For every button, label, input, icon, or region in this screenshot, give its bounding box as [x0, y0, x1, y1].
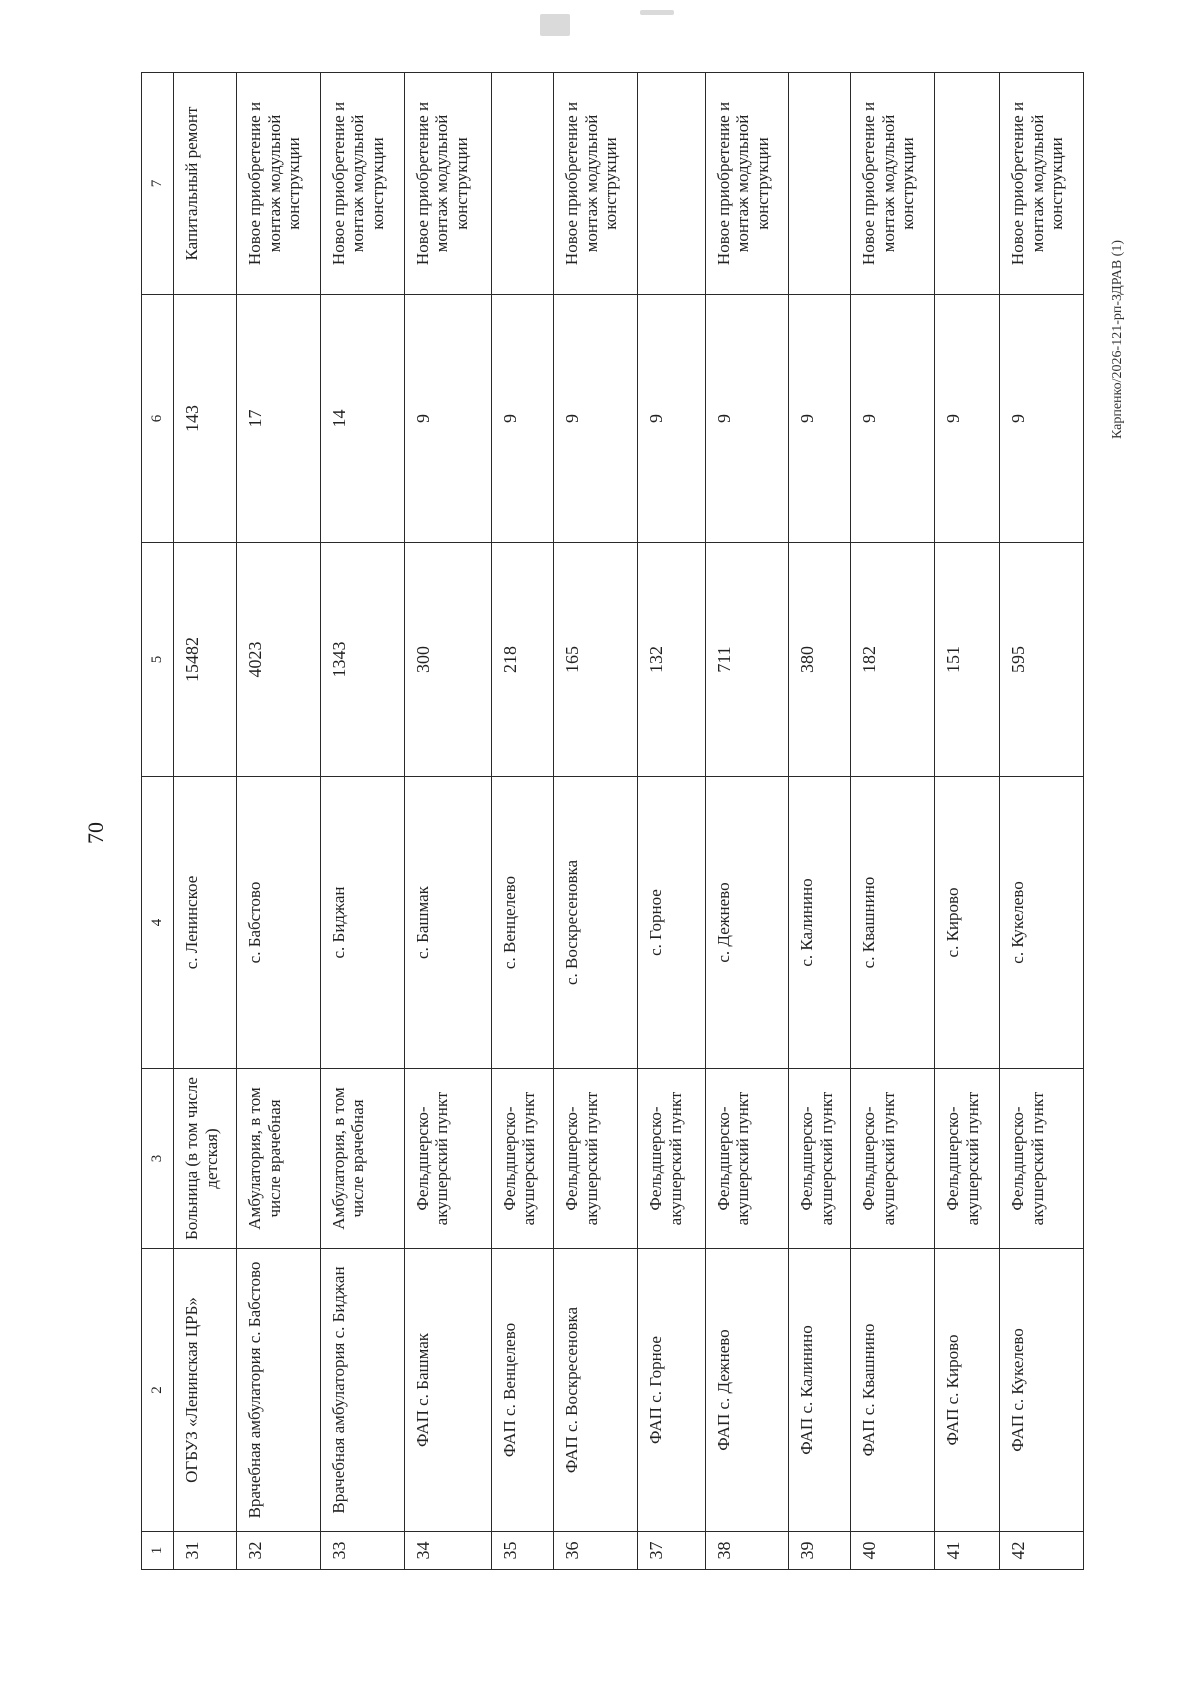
header-cell: 3 — [142, 1069, 174, 1249]
area-cell: 9 — [789, 295, 851, 543]
row-number-cell: 42 — [1000, 1532, 1084, 1570]
facility-type-cell: Амбулатория, в том числе врачебная — [320, 1069, 404, 1249]
area-cell: 9 — [553, 295, 637, 543]
work-type-cell: Новое приобретение и монтаж модульной конструкции — [320, 73, 404, 295]
row-number-cell: 40 — [851, 1532, 935, 1570]
facilities-table — [141, 72, 1084, 1570]
work-type-cell — [789, 73, 851, 295]
area-cell: 9 — [705, 295, 789, 543]
header-cell: 5 — [142, 543, 174, 777]
table-row — [553, 73, 637, 1570]
population-cell: 218 — [491, 543, 553, 777]
facility-name-cell: ФАП с. Калинино — [789, 1249, 851, 1532]
facilities-table-rotated — [141, 73, 1084, 1570]
row-number-cell: 38 — [705, 1532, 789, 1570]
facility-type-cell: Амбулатория, в том числе врачебная — [237, 1069, 321, 1249]
area-cell: 9 — [491, 295, 553, 543]
area-cell: 143 — [174, 295, 237, 543]
table-row — [320, 73, 404, 1570]
document-code: Карпенко/2026-121-рп-ЗДРАВ (1) — [1110, 240, 1125, 440]
settlement-cell: с. Кукелево — [1000, 777, 1084, 1069]
settlement-cell: с. Ленинское — [174, 777, 237, 1069]
work-type-cell: Капитальный ремонт — [174, 73, 237, 295]
table-row — [789, 73, 851, 1570]
table-row — [1000, 73, 1084, 1570]
scan-artifact — [640, 10, 674, 15]
area-cell: 14 — [320, 295, 404, 543]
facility-name-cell: ФАП с. Квашнино — [851, 1249, 935, 1532]
table-row — [934, 73, 999, 1570]
facility-type-cell: Фельдшерско-акушерский пункт — [491, 1069, 553, 1249]
header-cell: 4 — [142, 777, 174, 1069]
settlement-cell: с. Кирово — [934, 777, 999, 1069]
header-cell: 6 — [142, 295, 174, 543]
work-type-cell — [934, 73, 999, 295]
header-cell: 7 — [142, 73, 174, 295]
header-cell: 1 — [142, 1532, 174, 1570]
row-number-cell: 37 — [638, 1532, 705, 1570]
population-cell: 132 — [638, 543, 705, 777]
population-cell: 165 — [553, 543, 637, 777]
population-cell: 4023 — [237, 543, 321, 777]
work-type-cell: Новое приобретение и монтаж модульной конструкции — [404, 73, 491, 295]
table-row — [705, 73, 789, 1570]
row-number-cell: 35 — [491, 1532, 553, 1570]
settlement-cell: с. Башмак — [404, 777, 491, 1069]
facility-name-cell: ФАП с. Дежнево — [705, 1249, 789, 1532]
facility-name-cell: ФАП с. Венцелево — [491, 1249, 553, 1532]
facility-name-cell: ФАП с. Горное — [638, 1249, 705, 1532]
header-row — [142, 73, 174, 1570]
table-row — [174, 73, 237, 1570]
row-number-cell: 34 — [404, 1532, 491, 1570]
settlement-cell: с. Бабстово — [237, 777, 321, 1069]
facility-name-cell: ФАП с. Кукелево — [1000, 1249, 1084, 1532]
row-number-cell: 39 — [789, 1532, 851, 1570]
table-row — [491, 73, 553, 1570]
population-cell: 15482 — [174, 543, 237, 777]
row-number-cell: 33 — [320, 1532, 404, 1570]
table-row — [237, 73, 321, 1570]
facility-type-cell: Фельдшерско-акушерский пункт — [789, 1069, 851, 1249]
area-cell: 9 — [404, 295, 491, 543]
work-type-cell: Новое приобретение и монтаж модульной конструкции — [851, 73, 935, 295]
header-cell: 2 — [142, 1249, 174, 1532]
facility-name-cell: ФАП с. Кирово — [934, 1249, 999, 1532]
facility-name-cell: ФАП с. Воскресеновка — [553, 1249, 637, 1532]
population-cell: 151 — [934, 543, 999, 777]
table-row — [404, 73, 491, 1570]
population-cell: 711 — [705, 543, 789, 777]
population-cell: 300 — [404, 543, 491, 777]
page-number: 70 — [83, 822, 108, 844]
settlement-cell: с. Воскресеновка — [553, 777, 637, 1069]
settlement-cell: с. Квашнино — [851, 777, 935, 1069]
row-number-cell: 41 — [934, 1532, 999, 1570]
scan-artifact — [540, 14, 570, 36]
work-type-cell — [491, 73, 553, 295]
table-row — [638, 73, 705, 1570]
row-number-cell: 31 — [174, 1532, 237, 1570]
row-number-cell: 32 — [237, 1532, 321, 1570]
facility-type-cell: Фельдшерско-акушерский пункт — [638, 1069, 705, 1249]
facility-type-cell: Фельдшерско-акушерский пункт — [705, 1069, 789, 1249]
facility-name-cell: ФАП с. Башмак — [404, 1249, 491, 1532]
facility-type-cell: Фельдшерско-акушерский пункт — [404, 1069, 491, 1249]
settlement-cell: с. Калинино — [789, 777, 851, 1069]
area-cell: 9 — [934, 295, 999, 543]
facility-type-cell: Фельдшерско-акушерский пункт — [553, 1069, 637, 1249]
table-row — [851, 73, 935, 1570]
facility-type-cell: Больница (в том числе детская) — [174, 1069, 237, 1249]
work-type-cell: Новое приобретение и монтаж модульной конструкции — [1000, 73, 1084, 295]
facility-type-cell: Фельдшерско-акушерский пункт — [851, 1069, 935, 1249]
work-type-cell — [638, 73, 705, 295]
area-cell: 17 — [237, 295, 321, 543]
area-cell: 9 — [638, 295, 705, 543]
settlement-cell: с. Венцелево — [491, 777, 553, 1069]
area-cell: 9 — [1000, 295, 1084, 543]
facilities-table-frame — [141, 73, 1084, 1570]
facility-type-cell: Фельдшерско-акушерский пункт — [934, 1069, 999, 1249]
facility-name-cell: ОГБУЗ «Ленинская ЦРБ» — [174, 1249, 237, 1532]
population-cell: 182 — [851, 543, 935, 777]
work-type-cell: Новое приобретение и монтаж модульной конструкции — [705, 73, 789, 295]
population-cell: 380 — [789, 543, 851, 777]
facility-type-cell: Фельдшерско-акушерский пункт — [1000, 1069, 1084, 1249]
settlement-cell: с. Дежнево — [705, 777, 789, 1069]
work-type-cell: Новое приобретение и монтаж модульной конструкции — [553, 73, 637, 295]
settlement-cell: с. Горное — [638, 777, 705, 1069]
population-cell: 595 — [1000, 543, 1084, 777]
row-number-cell: 36 — [553, 1532, 637, 1570]
work-type-cell: Новое приобретение и монтаж модульной конструкции — [237, 73, 321, 295]
area-cell: 9 — [851, 295, 935, 543]
facility-name-cell: Врачебная амбулатория с. Биджан — [320, 1249, 404, 1532]
facility-name-cell: Врачебная амбулатория с. Бабстово — [237, 1249, 321, 1532]
population-cell: 1343 — [320, 543, 404, 777]
settlement-cell: с. Биджан — [320, 777, 404, 1069]
